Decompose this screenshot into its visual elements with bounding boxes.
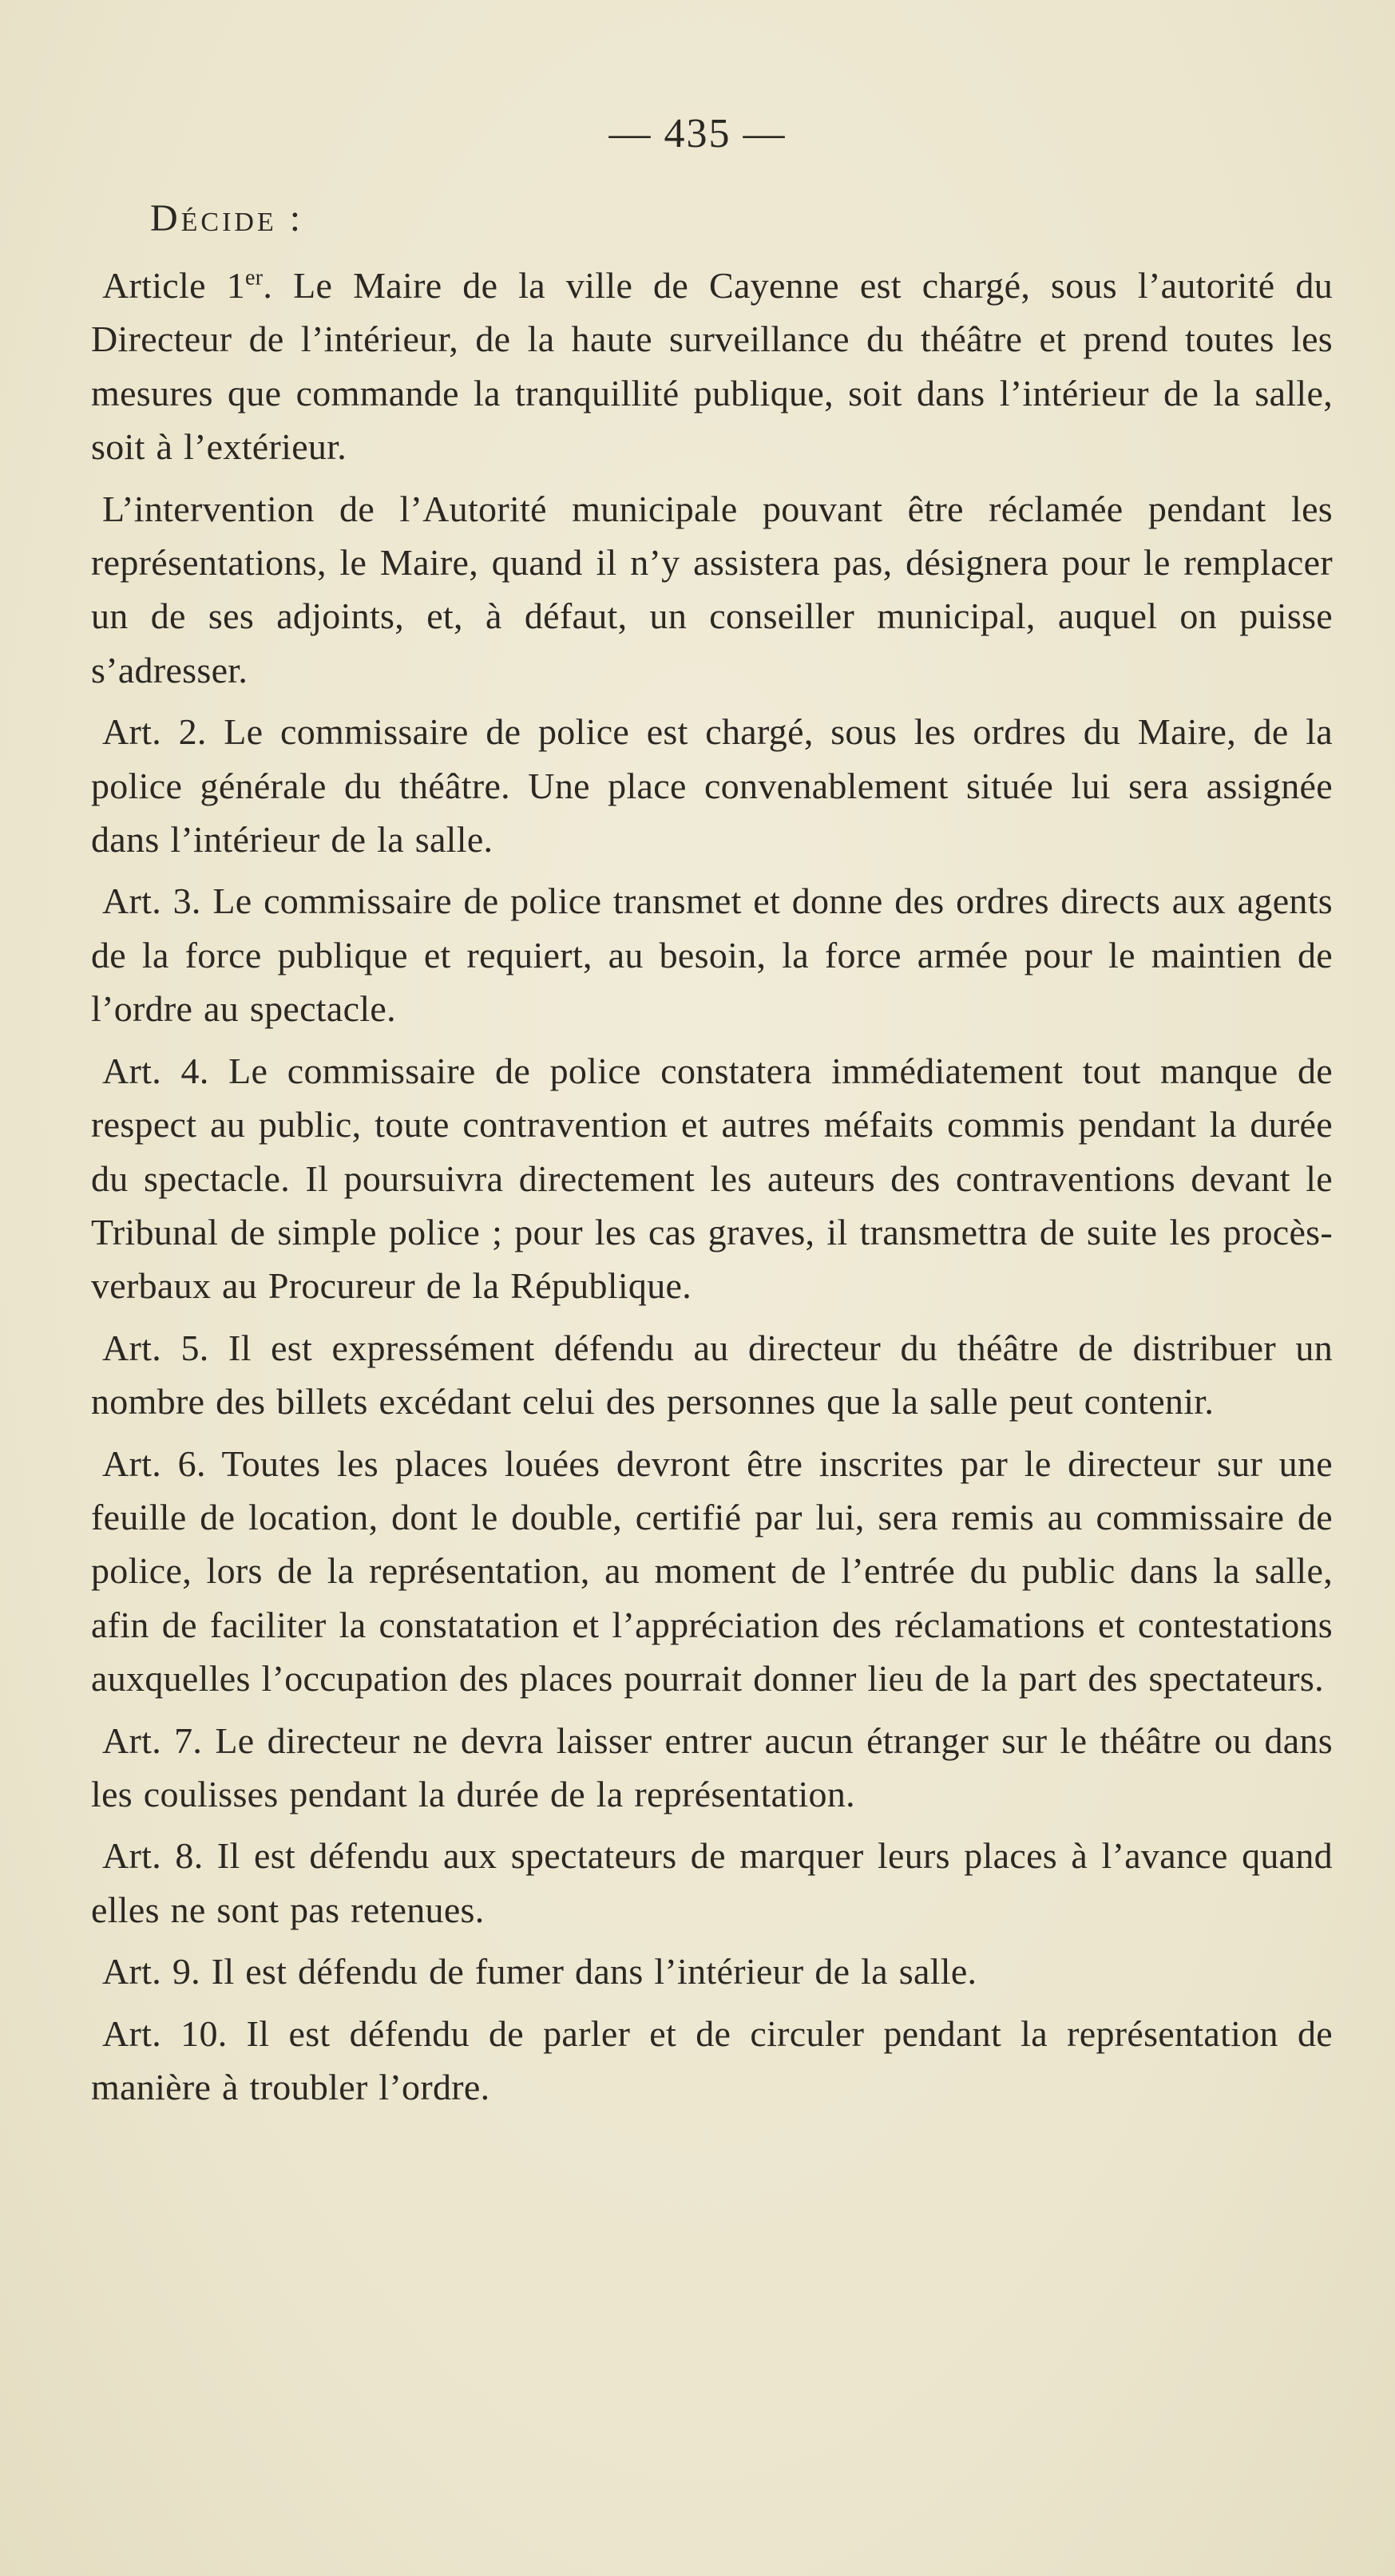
article-7-paragraph: Art. 7. Le directeur ne devra laisser entrer aucun étranger sur le théâtre ou dans les coulisses pendant la durée de la représentation. (91, 1719, 1333, 1814)
article-1-paragraph (91, 259, 1333, 474)
paragraph-intervention: L’intervention de l’Autorité municipale pouvant être réclamée pendant les représentations, le Maire, quand il n’y assistera pas, désignera pour le remplacer un de ses adjoints, et, à défaut, un conseiller municipal, auquel on puisse s’adresser. (91, 488, 1333, 690)
body-text (91, 259, 1333, 2122)
article-1-text: . Le Maire de la ville de Cayenne est chargé, sous l’autorité du Directeur de l’intérieur, de la haute surveillance du théâtre et prend toutes les mesures que commande la tranquillité publique, soit dans l’intérieur de la salle, soit à l’extérieur. (91, 265, 1333, 468)
article-1-label: Article 1 (102, 265, 246, 306)
article-4-paragraph: Art. 4. Le commissaire de police constatera immédiatement tout manque de respect au public, toute contravention et autres méfaits commis pendant la durée du spectacle. Il poursuivra directement les auteurs des contraventions devant le Tribunal de simple police ; pour les cas graves, il transmettra de suite les procès-verbaux au Procureur de la République. (91, 1050, 1333, 1307)
article-5-paragraph: Art. 5. Il est expressément défendu au directeur du théâtre de distribuer un nombre des billets excédant celui des personnes que la salle peut contenir. (91, 1327, 1333, 1423)
article-10-paragraph: Art. 10. Il est défendu de parler et de circuler pendant la représentation de manière à troubler l’ordre. (91, 2012, 1333, 2107)
article-1-superscript: er (245, 265, 264, 291)
article-8-paragraph: Art. 8. Il est défendu aux spectateurs de marquer leurs places à l’avance quand elles ne sont pas retenues. (91, 1835, 1333, 1930)
article-2-paragraph: Art. 2. Le commissaire de police est chargé, sous les ordres du Maire, de la police générale du théâtre. Une place convenablement située lui sera assignée dans l’intérieur de la salle. (91, 711, 1333, 861)
article-6-paragraph: Art. 6. Toutes les places louées devront être inscrites par le directeur sur une feuille de location, dont le double, certifié par lui, sera remis au commissaire de police, lors de la représentation, au moment de l’entrée du public dans la salle, afin de faciliter la constatation et l’appréciation des réclamations et contestations auxquelles l’occupation des places pourrait donner lieu de la part des spectateurs. (91, 1442, 1333, 1700)
page-number: — 435 — (608, 111, 787, 156)
article-9-paragraph: Art. 9. Il est défendu de fumer dans l’intérieur de la salle. (102, 1951, 977, 1992)
section-heading: Décide : (150, 197, 304, 239)
article-3-paragraph: Art. 3. Le commissaire de police transmet et donne des ordres directs aux agents de la force publique et requiert, au besoin, la force armée pour le maintien de l’ordre au spectacle. (91, 880, 1333, 1030)
